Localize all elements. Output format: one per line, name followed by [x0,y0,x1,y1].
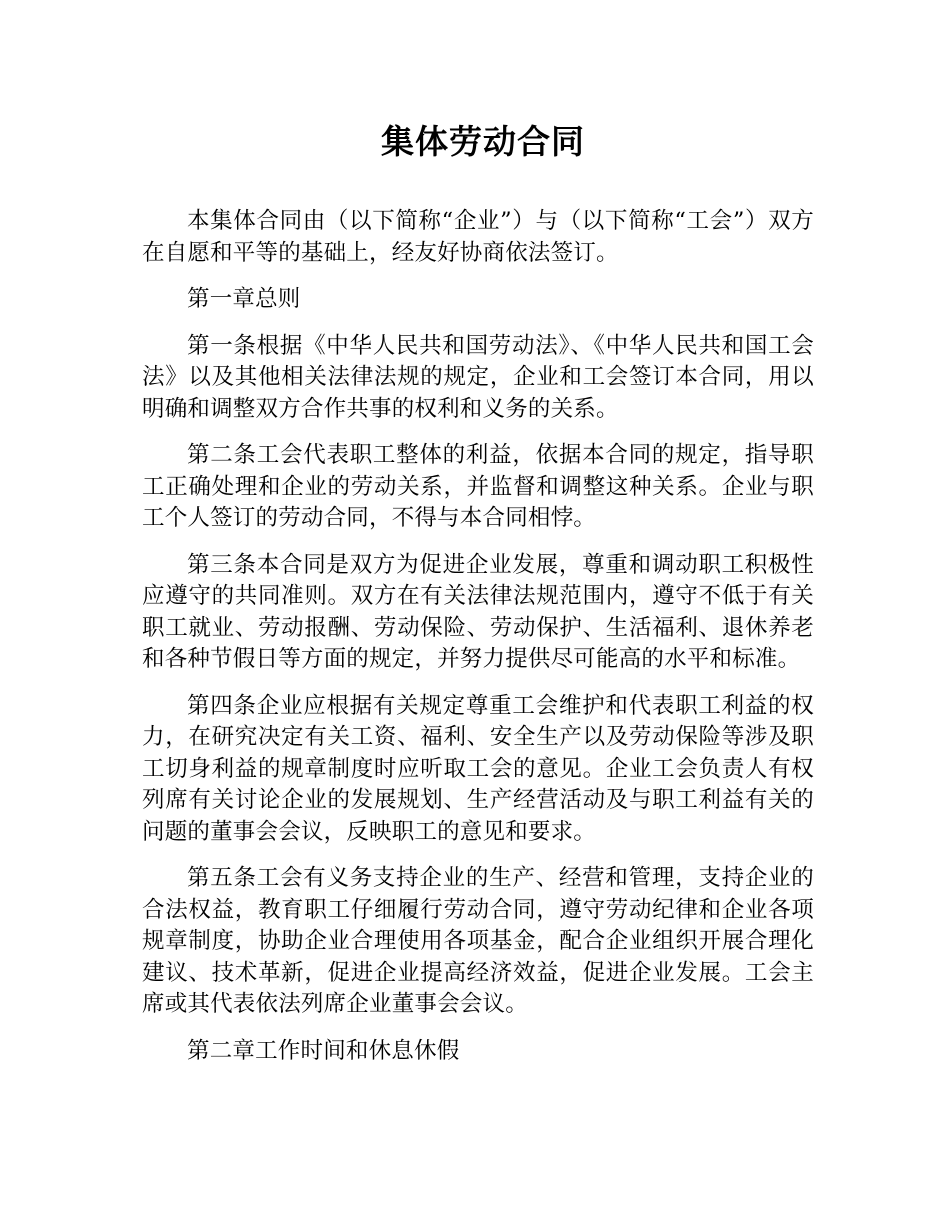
article-5-paragraph: 第五条工会有义务支持企业的生产、经营和管理，支持企业的合法权益，教育职工仔细履行劳动合同，遵守劳动纪律和企业各项规章制度，协助企业合理使用各项基金，配合企业组织开展合理化建议、技术革新，促进企业提高经济效益，促进企业发展。工会主席或其代表依法列席企业董事会会议。 [142,865,814,1017]
intro-paragraph: 本集体合同由（以下简称“企业”）与（以下简称“工会”）双方在自愿和平等的基础上，经友好协商依法签订。 [142,208,814,266]
document-title: 集体劳动合同 [381,122,585,161]
article-4-paragraph: 第四条企业应根据有关规定尊重工会维护和代表职工利益的权力，在研究决定有关工资、福利、安全生产以及劳动保险等涉及职工切身利益的规章制度时应听取工会的意见。企业工会负责人有权列席有关讨论企业的发展规划、生产经营活动及与职工利益有关的问题的董事会会议，反映职工的意见和要求。 [142,692,814,845]
document-page [142,0,814,1067]
chapter-2-heading: 第二章工作时间和休息休假 [187,1037,460,1064]
chapter-1-heading: 第一章总则 [187,286,301,312]
article-1-paragraph: 第一条根据《中华人民共和国劳动法》、《中华人民共和国工会法》以及其他相关法律法规的规定，企业和工会签订本合同，用以明确和调整双方合作共事的权利和义务的关系。 [142,332,814,422]
article-3-paragraph: 第三条本合同是双方为促进企业发展，尊重和调动职工积极性应遵守的共同准则。双方在有关法律法规范围内，遵守不低于有关职工就业、劳动报酬、劳动保险、劳动保护、生活福利、退休养老和各种节假日等方面的规定，并努力提供尽可能高的水平和标准。 [142,551,814,672]
article-2-paragraph: 第二条工会代表职工整体的利益，依据本合同的规定，指导职工正确处理和企业的劳动关系，并监督和调整这种关系。企业与职工个人签订的劳动合同，不得与本合同相悖。 [142,442,814,531]
